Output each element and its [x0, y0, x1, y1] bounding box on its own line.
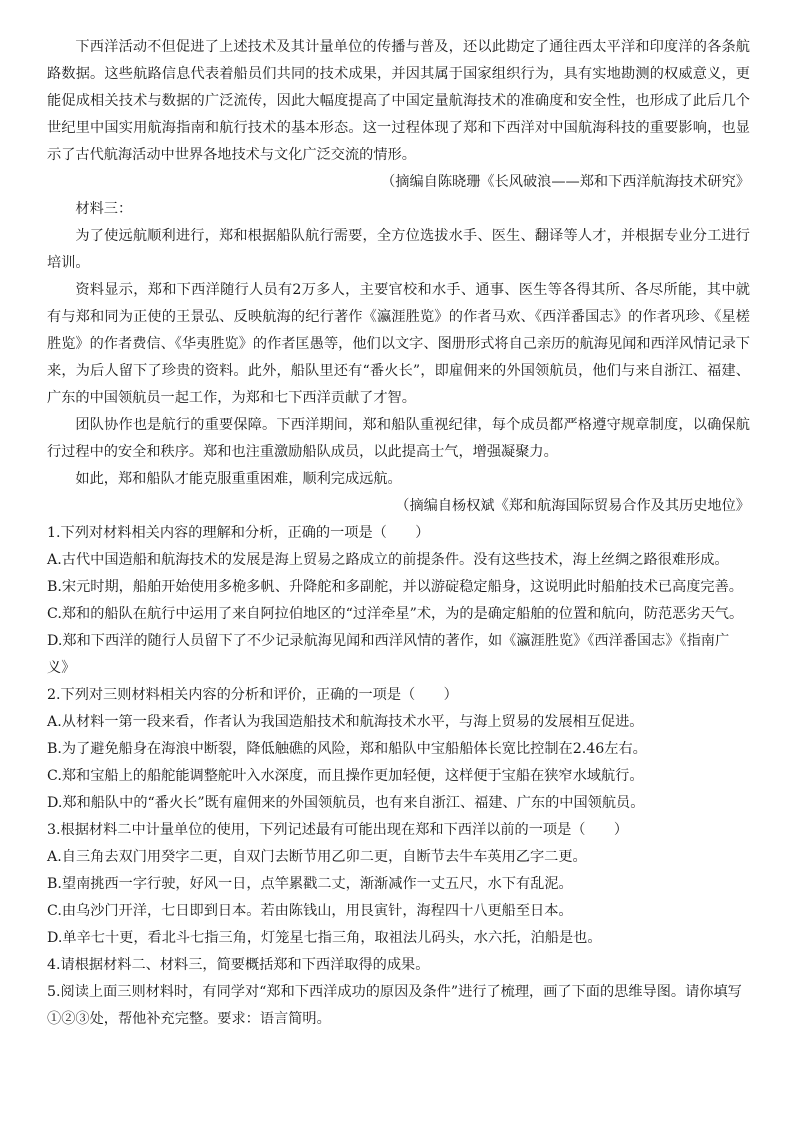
question-2-stem: 2.下列对三则材料相关内容的分析和评价，正确的一项是（ ）	[47, 687, 458, 703]
question-1-option-c: C.郑和的船队在航行中运用了来自阿拉伯地区的“过洋牵星”术，为的是确定船舶的位置和航向，防范恶劣天气。	[47, 606, 744, 622]
question-5: 5.阅读上面三则材料时，有同学对“郑和下西洋成功的原因及条件”进行了梳理，画了下面的思维导图。请你填写①②③处，帮他补充完整。要求：语言简明。	[47, 984, 742, 1027]
question-1-option-b: B.宋元时期，船舶开始使用多桅多帆、升降舵和多副舵，并以游碇稳定船身，这说明此时船舶技术已高度完善。	[47, 579, 743, 595]
question-2-option-a: A.从材料一第一段来看，作者认为我国造船技术和航海技术水平，与海上贸易的发展相互促进。	[47, 714, 644, 730]
question-1-option-a: A.古代中国造船和航海技术的发展是海上贸易之路成立的前提条件。没有这些技术，海上丝绸之路很难形成。	[47, 552, 729, 568]
material3-paragraph-3: 团队协作也是航行的重要保障。下西洋期间，郑和船队重视纪律，每个成员都严格遵守规章制度，以确保航行过程中的安全和秩序。郑和也注重激励船队成员，以此提高士气，增强凝聚力。	[47, 417, 750, 460]
question-2-option-d: D.郑和船队中的“番火长”既有雇佣来的外国领航员，也有来自浙江、福建、广东的中国领航员。	[47, 795, 645, 811]
exam-page	[47, 34, 750, 1033]
question-1-option-d: D.郑和下西洋的随行人员留下了不少记录航海见闻和西洋风情的著作，如《瀛涯胜览》《西洋番国志》《指南广义》	[47, 633, 730, 676]
question-3-stem: 3.根据材料二中计量单位的使用，下列记述最有可能出现在郑和下西洋以前的一项是（ ）	[47, 822, 629, 838]
material3-paragraph-1: 为了使远航顺利进行，郑和根据船队航行需要，全方位选拔水手、医生、翻译等人才，并根据专业分工进行培训。	[47, 228, 750, 271]
material3-source: （摘编自杨权斌《郑和航海国际贸易合作及其历史地位》	[395, 498, 750, 514]
material3-heading: 材料三：	[75, 201, 133, 217]
question-2-option-c: C.郑和宝船上的船舵能调整舵叶入水深度，而且操作更加轻便，这样便于宝船在狭窄水域航行。	[47, 768, 644, 784]
question-2-option-b: B.为了避免船身在海浪中断裂，降低触礁的风险，郑和船队中宝船船体长宽比控制在2.46左右。	[47, 741, 647, 757]
question-3-option-a: A.自三角去双门用癸字二更，自双门去断节用乙卯二更，自断节去牛车英用乙字二更。	[47, 849, 587, 865]
question-3-option-c: C.由乌沙门开洋，七日即到日本。若由陈钱山，用艮寅针，海程四十八更船至日本。	[47, 903, 573, 919]
question-4: 4.请根据材料二、材料三，简要概括郑和下西洋取得的成果。	[47, 957, 430, 973]
material3-paragraph-4: 如此，郑和船队才能克服重重困难，顺利完成远航。	[75, 471, 402, 487]
material2-source: （摘编自陈晓珊《长风破浪——郑和下西洋航海技术研究》	[381, 174, 750, 190]
question-1-stem: 1.下列对材料相关内容的理解和分析，正确的一项是（ ）	[47, 525, 430, 541]
question-3-option-b: B.望南挑西一字行驶，好风一日，点竿累戳二丈，渐渐减作一丈五尺，水下有乱泥。	[47, 876, 573, 892]
material3-paragraph-2: 资料显示，郑和下西洋随行人员有2万多人，主要官校和水手、通事、医生等各得其所、各尽所能，其中就有与郑和同为正使的王景弘、反映航海的纪行著作《瀛涯胜览》的作者马欢、《西洋番国志》的作者巩珍、《星槎胜览》的作者费信、《华夷胜览》的作者匡愚等，他们以文字、图册形式将自己亲历的航海见闻和西洋风情记录下来，为后人留下了珍贵的资料。此外，船队里还有“番火长”，即雇佣来的外国领航员，他们与来自浙江、福建、广东的中国领航员一起工作，为郑和七下西洋贡献了才智。	[47, 282, 750, 406]
question-3-option-d: D.单辛七十更，看北斗七指三角，灯笼星七指三角，取祖法儿码头，水六托，泊船是也。	[47, 930, 602, 946]
material2-paragraph: 下西洋活动不但促进了上述技术及其计量单位的传播与普及，还以此勘定了通往西太平洋和印度洋的各条航路数据。这些航路信息代表着船员们共同的技术成果，并因其属于国家组织行为，具有实地勘测的权威意义，更能促成相关技术与数据的广泛流传，因此大幅度提高了中国定量航海技术的准确度和安全性，也形成了此后几个世纪里中国实用航海指南和航行技术的基本形态。这一过程体现了郑和下西洋对中国航海科技的重要影响，也显示了古代航海活动中世界各地技术与文化广泛交流的情形。	[47, 39, 750, 163]
